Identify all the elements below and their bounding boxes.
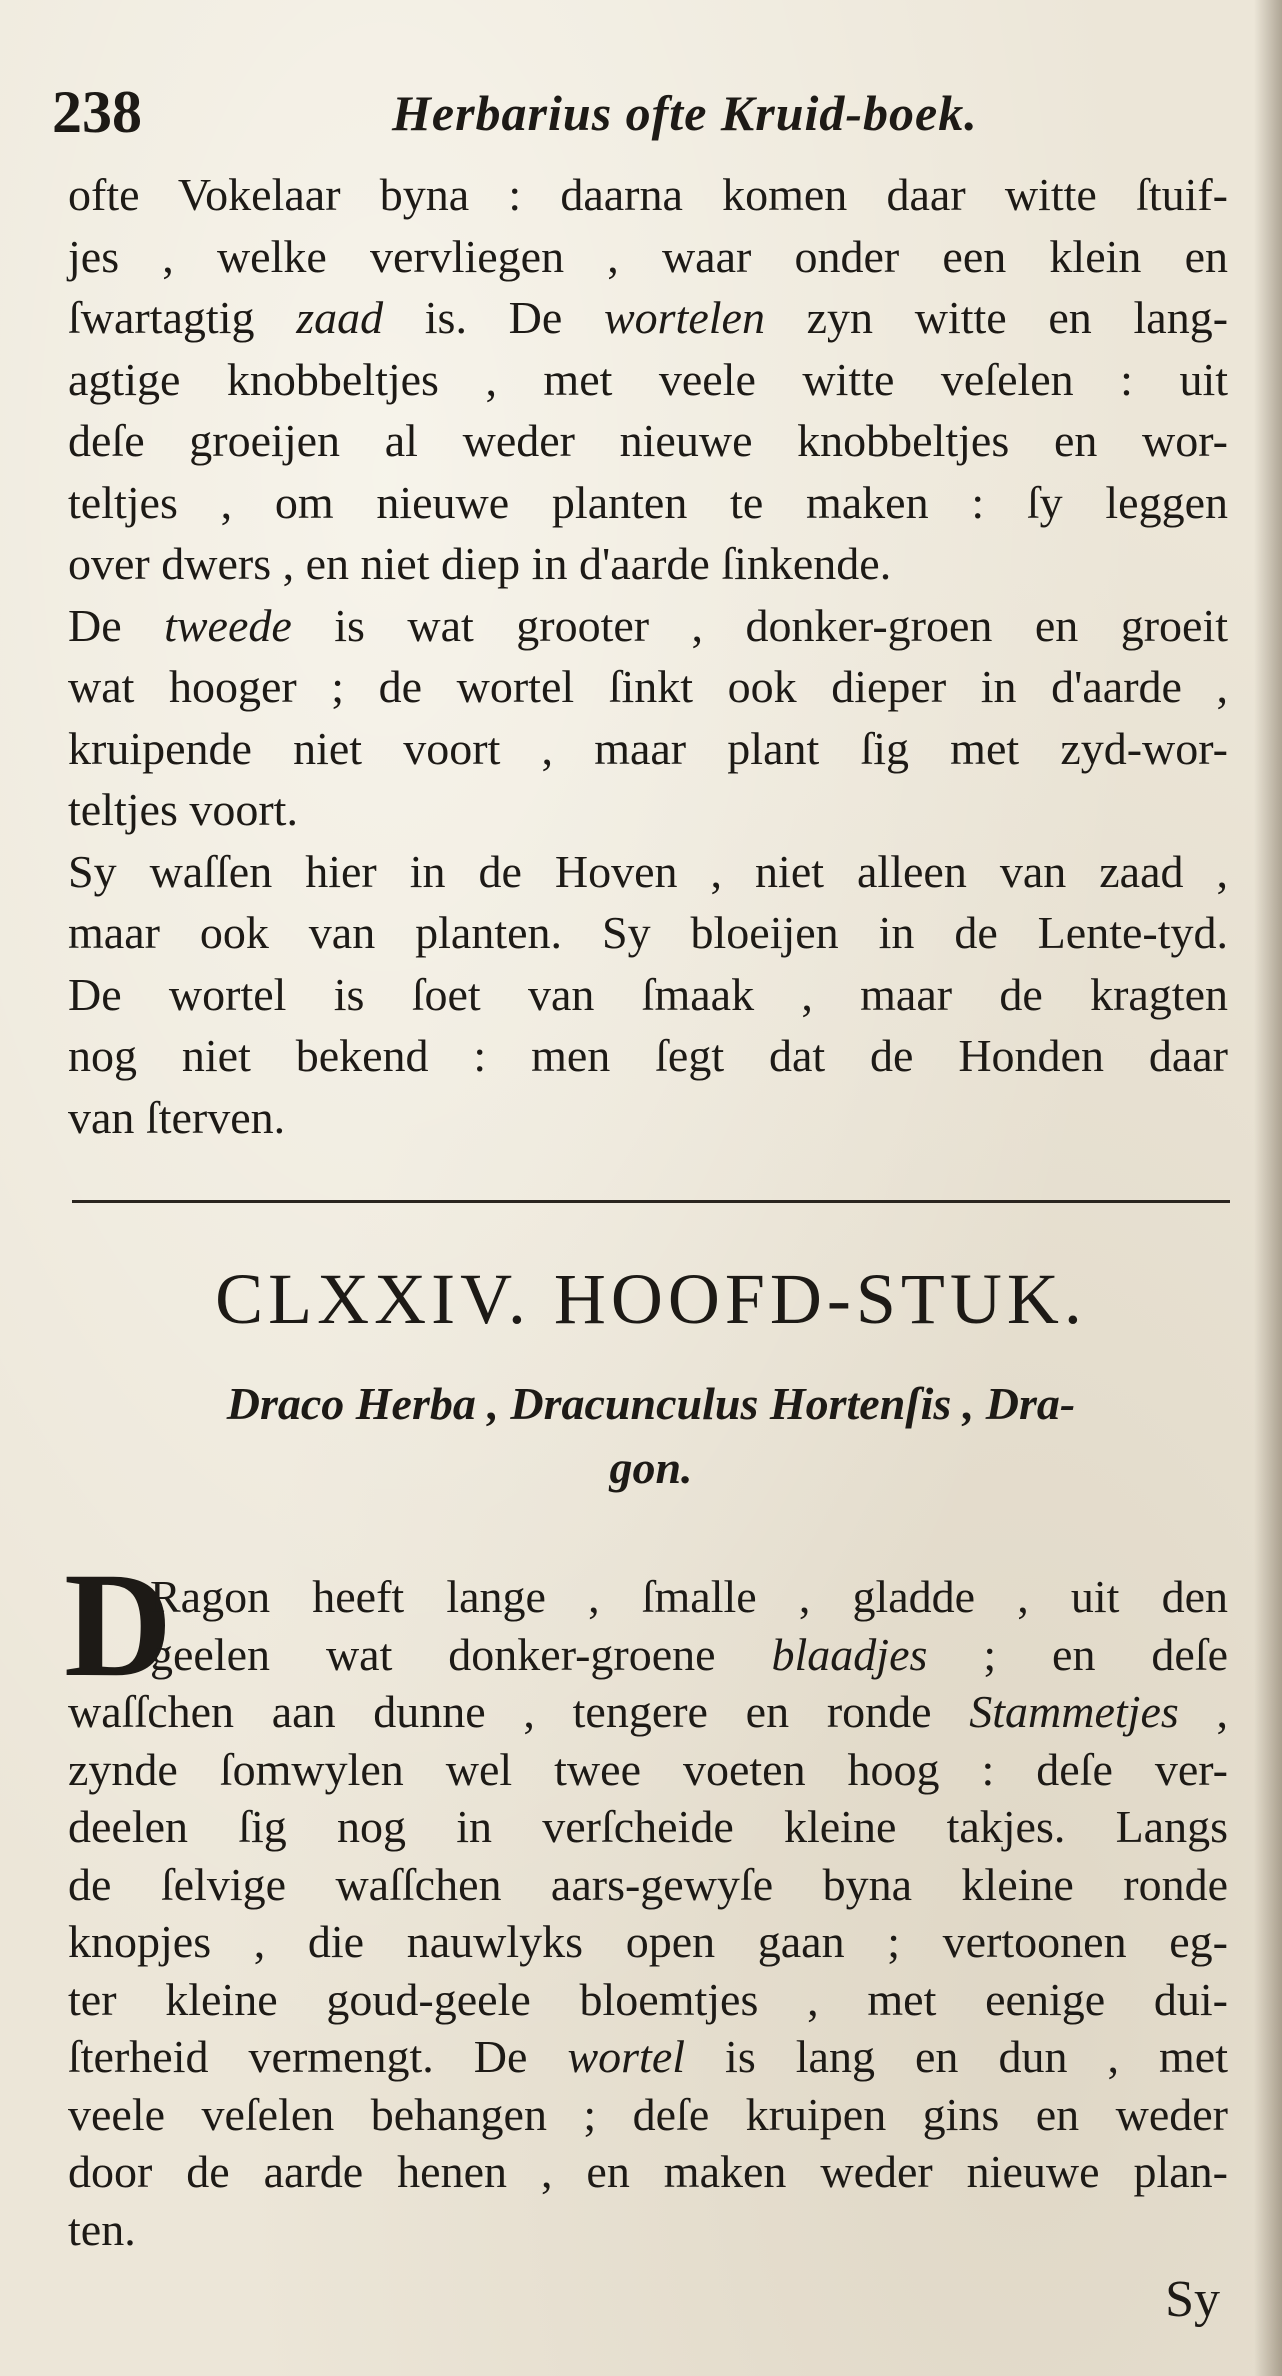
italic-term: wortel [567,2031,686,2082]
text-run: wat hooger ; de wortel ſinkt ook dieper in d'aarde , [68,661,1228,712]
text-line [150,1568,1228,1626]
italic-term: blaadjes [771,1628,928,1680]
text-run: teltjes , om nieuwe planten te maken : ſy leggen [68,476,1228,528]
text-line [68,966,1228,1024]
text-line [68,535,1228,593]
text-run: agtige knobbeltjes , met veele witte veſelen : uit [68,353,1228,405]
text-run: is. De [383,292,604,343]
text-line [68,1971,1228,2029]
text-run: over dwers , en niet diep in d'aarde ſinkende. [68,538,892,589]
text-line [68,289,1228,347]
chapter-subtitle-line: Draco Herba , Dracunculus Hortenſis , Dra- [226,1378,1076,1429]
text-line [68,1027,1228,1085]
chapter-divider-rule [72,1200,1230,1203]
italic-term: zaad [296,292,384,343]
text-line [68,2086,1228,2144]
running-head: Herbarius ofte Kruid-boek. [392,85,978,141]
text-run: De [68,599,165,651]
text-run: zynde ſomwylen wel twee voeten hoog : deſe ver- [68,1743,1228,1795]
italic-term: tweede [164,599,292,651]
text-line [68,597,1228,655]
text-line [68,1683,1228,1741]
page-gutter-shadow [1254,0,1282,2376]
text-line [68,228,1228,286]
text-run: deelen ſig nog in verſcheide kleine takjes. Langs [68,1801,1228,1852]
text-line [68,166,1228,224]
text-run: jes , welke vervliegen , waar onder een klein en [68,230,1228,282]
text-run: de ſelvige waſſchen aars-gewyſe byna kleine ronde [68,1858,1228,1910]
text-run: zyn witte en lang- [764,292,1229,343]
catchword: Sy [1165,2271,1220,2328]
text-run: , [1178,1686,1228,1737]
page-header [52,78,1232,158]
text-line [68,781,1228,839]
text-line [68,2028,1228,2086]
text-line [68,720,1228,778]
text-run: van ſterven. [68,1091,286,1143]
text-run: is wat grooter , donker-groen en groeit [291,599,1228,651]
text-run: ter kleine goud-geele bloemtjes , met eenige dui- [68,1973,1228,2025]
text-line [68,1089,1228,1147]
text-line [68,1856,1228,1914]
text-line [68,2201,1228,2259]
text-run: Ragon heeft lange , ſmalle , gladde , uit den [150,1571,1228,1622]
text-line [68,1798,1228,1856]
italic-term: Stammetjes [969,1686,1179,1737]
text-line [68,412,1228,470]
text-line [150,1626,1228,1684]
text-run: teltjes voort. [68,784,298,835]
text-run: deſe groeijen al weder nieuwe knobbeltjes en wor- [68,415,1228,466]
text-run: maar ook van planten. Sy bloeijen in de Lente-tyd. [68,907,1228,958]
text-line [68,2143,1228,2201]
text-run: waſſchen aan dunne , tengere en ronde [68,1686,970,1737]
text-line [68,1913,1228,1971]
text-run: ten. [68,2203,136,2255]
text-run: knopjes , die nauwlyks open gaan ; vertoonen eg- [68,1916,1228,1967]
text-line [68,904,1228,962]
text-run: ſwartagtig [68,292,297,343]
text-line [68,658,1228,716]
text-run: kruipende niet voort , maar plant ſig met zyd-wor- [68,722,1228,774]
page-number: 238 [52,79,142,145]
text-run: Sy waſſen hier in de Hoven , niet alleen van zaad , [68,845,1228,897]
text-run: ofte Vokelaar byna : daarna komen daar witte ſtuif- [68,169,1228,220]
text-run: De wortel is ſoet van ſmaak , maar de kragten [68,968,1228,1020]
drop-cap: D [64,1542,173,1708]
italic-term: wortelen [603,292,765,343]
text-line [68,351,1228,409]
text-run: ; en deſe [927,1628,1228,1680]
text-run: nog niet bekend : men ſegt dat de Honden daar [68,1030,1228,1081]
chapter-subtitle-line: gon. [609,1442,693,1493]
text-run: geelen wat donker-groene [150,1628,772,1680]
chapter-heading: CLXXIV. HOOFD-STUK. [215,1259,1087,1339]
text-run: is lang en dun , met [685,2031,1228,2082]
text-run: door de aarde henen , en maken weder nieuwe plan- [68,2146,1228,2197]
text-run: ſterheid vermengt. De [68,2031,568,2082]
text-line [68,474,1228,532]
text-run: veele veſelen behangen ; deſe kruipen gins en weder [68,2088,1228,2140]
text-line [68,843,1228,901]
text-line [68,1741,1228,1799]
